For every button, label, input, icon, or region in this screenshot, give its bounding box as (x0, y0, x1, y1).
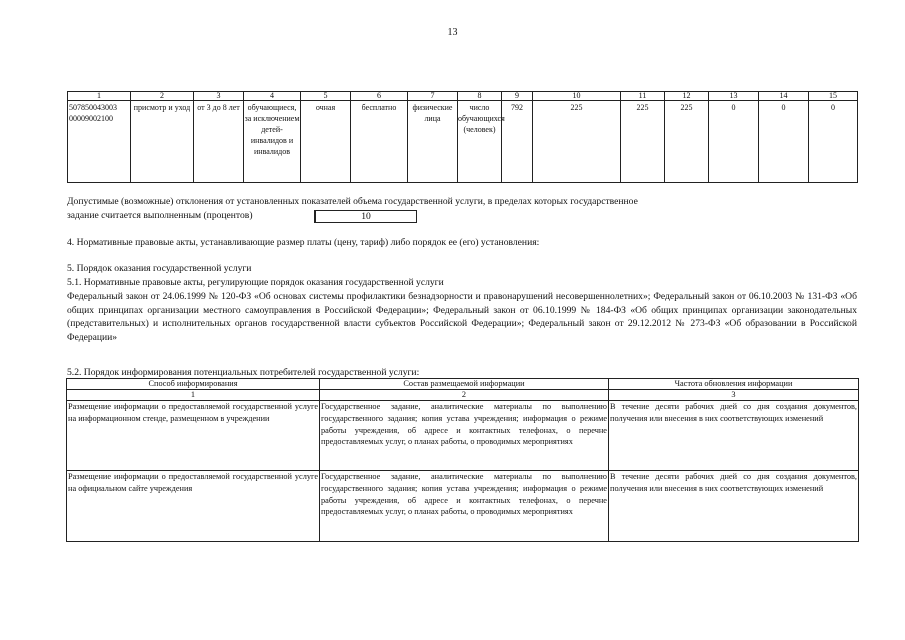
form-cell: очная (301, 101, 351, 183)
informing-table (66, 378, 859, 542)
section-5-heading: 5. Порядок оказания государственной услуги (67, 263, 252, 274)
page-number: 13 (447, 27, 458, 38)
column-number: 15 (809, 92, 858, 101)
method-cell: Размещение информации о предоставляемой государственной услуге на официальном сайте учреждения (67, 471, 320, 542)
column-number: 3 (609, 390, 859, 401)
table-header-row (67, 379, 859, 390)
header-method: Способ информирования (67, 379, 320, 390)
column-number: 14 (759, 92, 809, 101)
service-name-cell: присмотр и уход (131, 101, 194, 183)
column-number: 6 (351, 92, 408, 101)
deviation-value-box: 10 (314, 210, 417, 223)
consumer-cell: физические лица (408, 101, 458, 183)
header-frequency: Частота обновления информации (609, 379, 859, 390)
method-cell: Размещение информации о предоставляемой государственной услуге на информационном стенде, размещенном в учреждении (67, 401, 320, 471)
laws-list: Федеральный закон от 24.06.1999 № 120-ФЗ «Об основах системы профилактики безнадзорности и правонарушений несовершеннолетних»; Федеральный закон от 06.10.2003 № 131-ФЗ «Об общих принципах организации местного самоуправления в Российской Федерации»; Федеральный закон от 06.10.1999 № 184-ФЗ «Об общих принципах организации законодательных (представительных) и исполнительных органов государственной власти субъектов Российской Федерации»; Федеральный закон от 29.12.2012 № 273-ФЗ «Об образовании в Российской Федерации» (67, 291, 857, 343)
column-number: 10 (533, 92, 621, 101)
header-content: Состав размещаемой информации (320, 379, 609, 390)
table-header-row (68, 92, 858, 101)
indicator-cell: число обучающихся (человек) (458, 101, 502, 183)
column-number: 7 (408, 92, 458, 101)
section-5-1-heading: 5.1. Нормативные правовые акты, регулирующие порядок оказания государственной услуги (67, 277, 444, 288)
column-number: 4 (244, 92, 301, 101)
frequency-cell: В течение десяти рабочих дней со дня создания документов, получения или внесения в них соответствующих изменений (609, 471, 859, 542)
value-cell: 225 (533, 101, 621, 183)
frequency-cell: В течение десяти рабочих дней со дня создания документов, получения или внесения в них соответствующих изменений (609, 401, 859, 471)
volume-indicators-table (67, 91, 858, 183)
unit-code-cell: 792 (502, 101, 533, 183)
column-number: 11 (621, 92, 665, 101)
content-cell: Государственное задание, аналитические материалы по выполнению государственного задания; копия устава учреждения; информация о режиме работы учреждения, об адресе и контактных телефонах, о перечне предоставляемых услуг, о планах работы, о проводимых мероприятиях (320, 471, 609, 542)
column-number: 9 (502, 92, 533, 101)
section-5-2-heading: 5.2. Порядок информирования потенциальных потребителей государственной услуги: (67, 367, 420, 378)
column-number: 3 (194, 92, 244, 101)
payment-cell: бесплатно (351, 101, 408, 183)
column-number: 5 (301, 92, 351, 101)
column-number: 2 (320, 390, 609, 401)
deviation-text-line2: задание считается выполненным (процентов) (67, 210, 253, 221)
column-number: 1 (68, 92, 131, 101)
registry-number-cell: 507850043003 00009002100 (68, 101, 131, 183)
value-cell: 225 (621, 101, 665, 183)
table-row (68, 101, 858, 183)
column-number: 2 (131, 92, 194, 101)
table-row (67, 471, 859, 542)
content-cell: Государственное задание, аналитические материалы по выполнению государственного задания; копия устава учреждения; информация о режиме работы учреждения, об адресе и контактных телефонах, о перечне предоставляемых услуг, о планах работы, о проводимых мероприятиях (320, 401, 609, 471)
column-number: 12 (665, 92, 709, 101)
value-cell: 0 (759, 101, 809, 183)
table-number-row (67, 390, 859, 401)
value-cell: 0 (809, 101, 858, 183)
section-4-heading: 4. Нормативные правовые акты, устанавливающие размер платы (цену, тариф) либо порядок ее (его) установления: (67, 237, 540, 248)
value-cell: 0 (709, 101, 759, 183)
column-number: 13 (709, 92, 759, 101)
value-cell: 225 (665, 101, 709, 183)
table-row (67, 401, 859, 471)
age-cell: от 3 до 8 лет (194, 101, 244, 183)
column-number: 8 (458, 92, 502, 101)
category-cell: обучающиеся, за исключением детей-инвалидов и инвалидов (244, 101, 301, 183)
deviation-text-line1: Допустимые (возможные) отклонения от установленных показателей объема государственной услуги, в пределах которых государственное (67, 196, 638, 207)
column-number: 1 (67, 390, 320, 401)
